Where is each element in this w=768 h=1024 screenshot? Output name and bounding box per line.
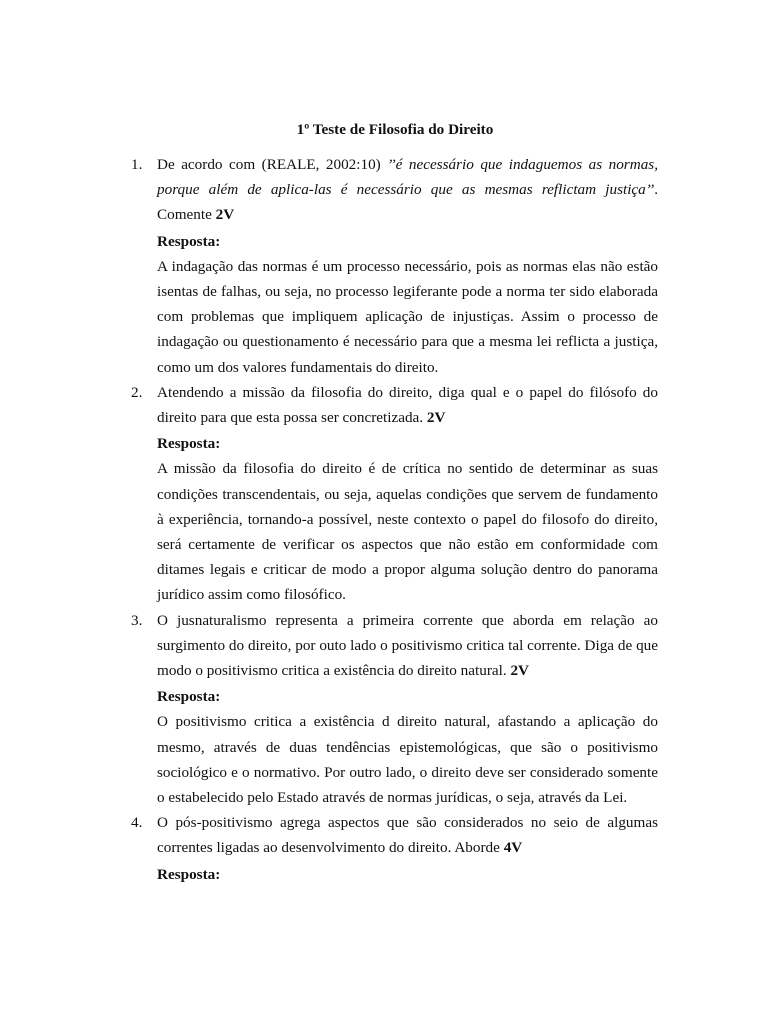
page-title: 1º Teste de Filosofia do Direito bbox=[296, 121, 494, 138]
answer-text: A indagação das normas é um processo necessário, pois as normas elas não estão isentas de falhas, ou seja, no processo legiferante pode a norma ter sido elaborada com problemas que impliquem aplicação de injustiças. Assim o processo de indagação ou questionamento é necessário para que a mesma lei reflicta a justiça, como um dos valores fundamentais do direito. bbox=[157, 257, 658, 376]
question-intro: De acordo com (REALE, 2002:10) bbox=[157, 156, 388, 173]
answer-label: Resposta: bbox=[157, 688, 221, 706]
question-list bbox=[131, 152, 658, 887]
question-body: O jusnaturalismo representa a primeira corrente que aborda em relação ao surgimento do direito, por outo lado o positivismo critica tal corrente. Diga de que modo o positivismo critica a existência do direito natural. bbox=[157, 611, 658, 680]
question-body: O pós-positivismo agrega aspectos que são considerados no seio de algumas correntes ligadas ao desenvolvimento do direito. Aborde bbox=[157, 814, 658, 857]
question-points: 2V bbox=[510, 662, 530, 680]
question-text bbox=[157, 380, 658, 430]
question-number: 1. bbox=[131, 156, 143, 173]
question-item-4 bbox=[131, 810, 658, 887]
question-number: 2. bbox=[131, 383, 143, 401]
answer-label: Resposta: bbox=[157, 435, 221, 453]
question-points: 2V bbox=[215, 206, 235, 224]
question-item-2 bbox=[131, 380, 658, 608]
question-number: 4. bbox=[131, 814, 143, 832]
question-number: 3. bbox=[131, 611, 143, 629]
question-item-1 bbox=[131, 152, 658, 380]
question-text bbox=[157, 810, 658, 860]
question-body: Atendendo a missão da filosofia do direito, diga qual e o papel do filósofo do direito para que esta possa ser concretizada. bbox=[157, 383, 658, 427]
answer-label: Resposta: bbox=[157, 232, 221, 250]
question-text bbox=[157, 608, 658, 684]
question-text bbox=[157, 152, 658, 228]
answer-text: A missão da filosofia do direito é de crítica no sentido de determinar as suas condições transcendentais, ou seja, aquelas condições que servem de fundamento à experiência, tornando-a possível, neste contexto o papel do filosofo do direito, será certamente de verificar os aspectos que não estão em conformidade com ditames legais e criticar de modo a propor alguma solução dentro do panorama jurídico assim como filosófico. bbox=[157, 460, 658, 604]
question-suffix: . Comente bbox=[157, 181, 658, 224]
answer-text: O positivismo critica a existência d direito natural, afastando a aplicação do mesmo, através de duas tendências epistemológicas, que são o positivismo sociológico e o normativo. Por outro lado, o direito deve ser considerado somente o estabelecido pelo Estado através de normas jurídicas, o seja, através da Lei. bbox=[157, 713, 658, 807]
question-item-3 bbox=[131, 608, 658, 811]
question-quote: ’’é necessário que indaguemos as normas, porque além de aplica-las é necessário que as mesmas reflictam justiça’’ bbox=[157, 156, 658, 199]
question-points: 2V bbox=[426, 409, 446, 427]
answer-label: Resposta: bbox=[157, 865, 221, 883]
question-points: 4V bbox=[503, 839, 523, 857]
